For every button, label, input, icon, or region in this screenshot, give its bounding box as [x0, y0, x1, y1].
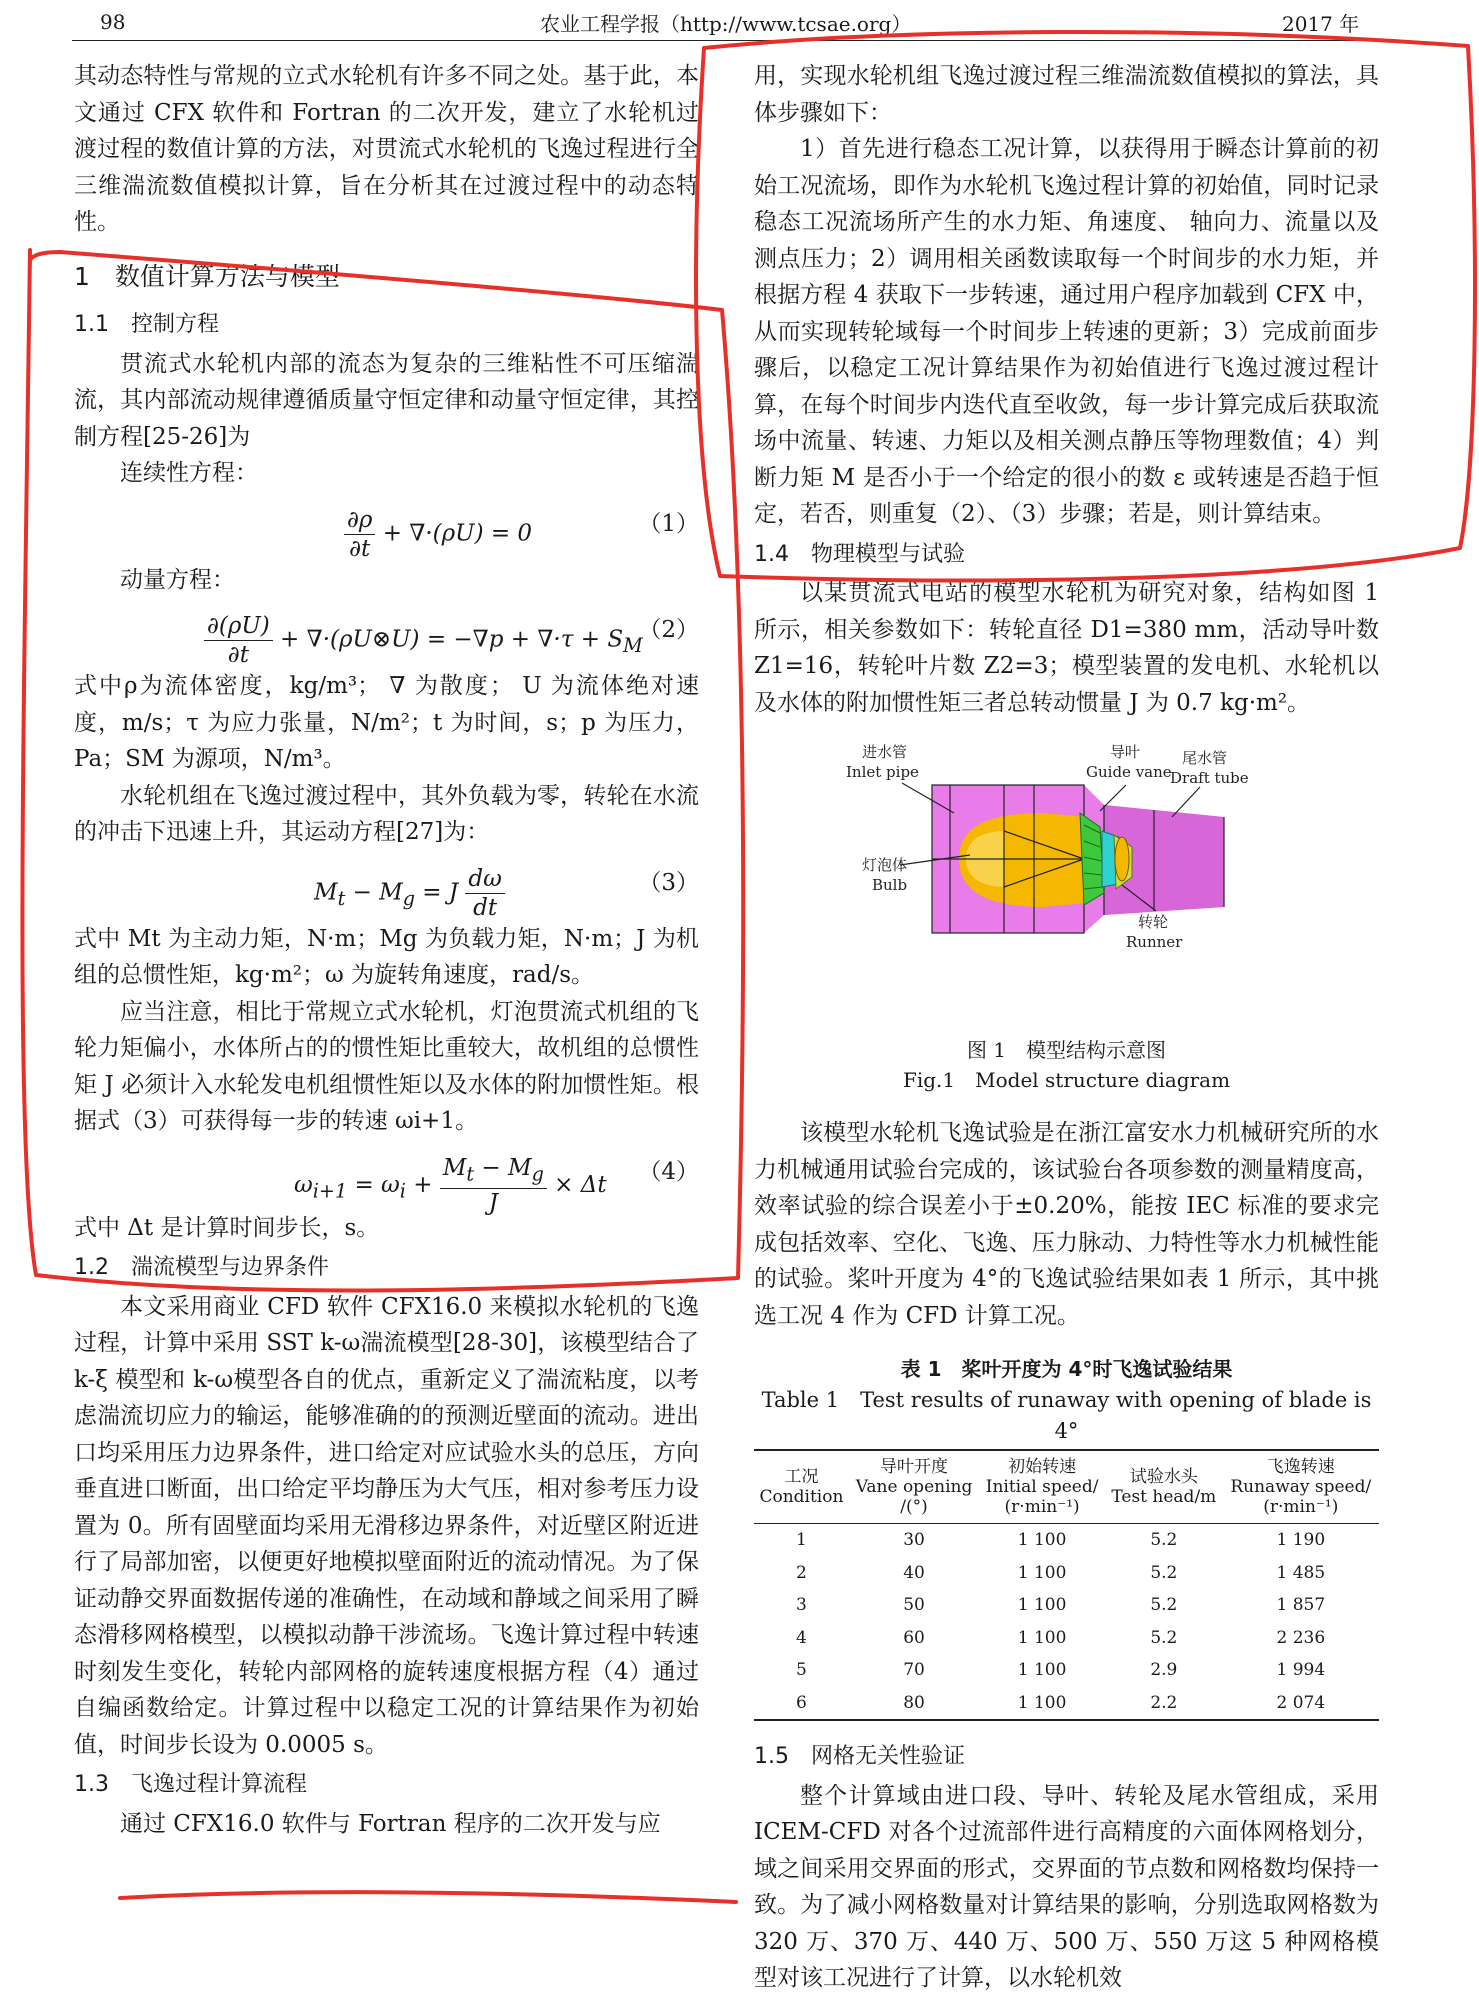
table-cell: 5.2 — [1150, 1562, 1178, 1583]
where-paragraph-2: 式中 Mt 为主动力矩，N·m；Mg 为负载力矩，N·m；J 为机组的总惯性矩，kg·m²；ω 为旋转角速度，rad/s。 — [74, 925, 699, 988]
note-paragraph: 应当注意，相比于常规立式水轮机，灯泡贯流式机组的飞轮力矩偏小，水体所占的的惯性矩比重较大，故机组的总惯性矩 J 必须计入水轮发电机组惯性矩以及水体的附加惯性矩。根据式（3）可获得每一步的转速 ωi+1。 — [74, 998, 699, 1134]
table-header-line: Initial speed/ — [985, 1477, 1099, 1497]
table-cell: 1 100 — [1017, 1660, 1067, 1680]
label-guide-cn: 导叶 — [1110, 743, 1141, 761]
grid-paragraph: 整个计算域由进口段、导叶、转轮及尾水管组成，采用 ICEM-CFD 对各个过流部件进行高精度的六面体网格划分，域之间采用交界面的形式，交界面的节点数和网格数均保持一致。为了减小网格数量对计算结果的影响，分别选取网格数为 320 万、370 万、440 万、500 万、550 万这 5 种网格模型对该工况进行了计算，以水轮机效 — [754, 1782, 1379, 1991]
table-cell: 1 994 — [1276, 1660, 1326, 1680]
intro-paragraph: 其动态特性与常规的立式水轮机有许多不同之处。基于此，本文通过 CFX 软件和 Fortran 的二次开发，建立了水轮机过渡过程的数值计算的方法，对贯流式水轮机的飞逸过程进行全三维湍流数值模拟计算，旨在分析其在过渡过程中的动态特性。 — [74, 63, 699, 235]
table-header-line: 初始转速 — [1008, 1457, 1077, 1477]
equation-3: $M_t - M_g = J$ $\frac{d\omega}{dt}$ （3） — [314, 865, 699, 921]
figure-1-caption-en: Fig.1 Model structure diagram — [902, 1068, 1231, 1092]
header-rule — [72, 40, 1382, 41]
table-cell: 1 — [796, 1530, 807, 1550]
table-cell: 1 100 — [1017, 1627, 1067, 1648]
table-header-1 — [849, 1450, 979, 1524]
table-cell: 5.2 — [1150, 1530, 1178, 1550]
test-paragraph: 该模型水轮机飞逸试验是在浙江富安水力机械研究所的水力机械通用试验台完成的，该试验台各项参数的测量精度高，效率试验的综合误差小于±0.20%，能按 IEC 标准的要求完成包括效率、空化、飞逸、压力脉动、力特性等水力机械性能的试验。桨叶开度为 4°的飞逸试验结果如表 1 所示，其中挑选工况 4 作为 CFD 计算工况。 — [754, 1120, 1379, 1329]
table-header-line: (r·min⁻¹) — [1263, 1497, 1339, 1517]
flow-paragraph-continued: 用，实现水轮机组飞逸过渡过程三维湍流数值模拟的算法，具体步骤如下： — [754, 63, 1379, 126]
table-cell: 1 100 — [979, 1687, 1105, 1721]
label-bulb-cn: 灯泡体 — [862, 856, 908, 874]
table-header-line: Condition — [759, 1487, 844, 1507]
table-cell: 1 100 — [1017, 1530, 1067, 1550]
journal-year: 2017 年 — [1282, 12, 1360, 36]
equation-1: $\frac{\partial\rho}{\partial t}$ + ∇·(ρU) = 0 （1） — [74, 492, 699, 562]
table-cell: 2 — [796, 1562, 807, 1583]
equation-4-number: （4） — [638, 1158, 699, 1185]
table-header-line: 工况 — [784, 1467, 819, 1487]
equation-2: $\frac{\partial(\rho U)}{\partial t}$ + ∇·(ρU⊗U) = $-\nabla p + \nabla\cdot\tau + S_M$ （2） — [74, 598, 699, 668]
flow-paragraph: 通过 CFX16.0 软件与 Fortran 程序的二次开发与应 — [120, 1810, 661, 1837]
label-draft-cn: 尾水管 — [1182, 749, 1228, 767]
table-header-0 — [754, 1450, 849, 1524]
turbulence-paragraph: 本文采用商业 CFD 软件 CFX16.0 来模拟水轮机的飞逸过程，计算中采用 SST k-ω湍流模型[28-30]，该模型结合了 k-ξ 模型和 k-ω模型各自的优点，重新定义了湍流粘度，以考虑湍流切应力的输运，能够准确的的预测近壁面的流动。进出口均采用压力边界条件，进口给定对应试验水头的总压，方向垂直进口断面，出口给定平均静压为大气压，相对参考压力设置为 0。所有固壁面均采用无滑移边界条件，对近壁区附近进行了局部加密，以便更好地模拟壁面附近的流动情况。为了保证动静交界面数据传递的准确性，在动域和静域之间采用了瞬态滑移网格模型，以模拟动静干涉流场。飞逸计算过程中转速时刻发生变化，转轮内部网格的旋转速度根据方程（4）通过自编函数给定。计算过程中以稳定工况的计算结果作为初始值，时间步长设为 0.0005 s。 — [74, 1293, 699, 1758]
table-cell: 1 485 — [1276, 1562, 1326, 1583]
table-cell: 4 — [796, 1627, 807, 1648]
table-header-2 — [979, 1450, 1105, 1524]
table-cell: 2 236 — [1276, 1627, 1326, 1648]
section-1-5-heading: 1.5 网格无关性验证 — [754, 1744, 965, 1769]
section-1-2-heading: 1.2 湍流模型与边界条件 — [74, 1255, 329, 1280]
table-cell: 40 — [903, 1562, 925, 1583]
page-number: 98 — [100, 10, 126, 34]
table-header-line: (r·min⁻¹) — [1004, 1497, 1080, 1517]
continuity-label: 连续性方程： — [120, 460, 258, 486]
equation-2-number: （2） — [638, 617, 699, 643]
table-header-line: 导叶开度 — [880, 1457, 949, 1477]
table-header-line: Runaway speed/ — [1230, 1477, 1372, 1497]
table-header-4 — [1223, 1450, 1379, 1524]
table-cell: 80 — [849, 1687, 979, 1721]
table-cell: 5.2 — [1150, 1627, 1178, 1648]
table-row — [754, 1654, 1379, 1687]
left-column — [74, 58, 699, 1842]
table-cell: 2.2 — [1105, 1687, 1223, 1721]
figure-1-caption-cn: 图 1 模型结构示意图 — [966, 1038, 1167, 1062]
table-row — [754, 1557, 1379, 1590]
journal-name: 农业工程学报（http://www.tcsae.org） — [540, 12, 912, 36]
table-header-line: /(°) — [900, 1497, 928, 1517]
table-header-3 — [1105, 1450, 1223, 1524]
table-cell: 5 — [796, 1660, 807, 1680]
steps-paragraph: 1）首先进行稳态工况计算，以获得用于瞬态计算前的初始工况流场，即作为水轮机飞逸过程计算的初始值，同时记录稳态工况流场所产生的水力矩、角速度、 轴向力、流量以及测点压力；2）调用相关函数读取每一个时间步的水力矩，并根据方程 4 获取下一步转速，通过用户程序加载到 CFX 中，从而实现转轮域每一个时间步上转速的更新；3）完成前面步骤后，以稳定工况计算结果作为初始值进行飞逸过渡过程计算，在每个时间步内迭代直至收敛，每一步计算完成后获取流场中流量、转速、力矩以及相关测点静压等物理数值；4）判断力矩 M 是否小于一个给定的很小的数 ε 或转速是否趋于恒定，若否，则重复（2）、（3）步骤；若是，则计算结束。 — [754, 136, 1379, 527]
label-draft-en: Draft tube — [1170, 769, 1249, 787]
table-cell: 70 — [903, 1660, 925, 1680]
table-row — [754, 1687, 1379, 1721]
table-1-caption-en: Table 1 Test results of runaway with opening of blade is 4° — [761, 1388, 1372, 1443]
table-header-line: Vane opening — [855, 1477, 973, 1497]
label-inlet-en: Inlet pipe — [846, 763, 919, 781]
figure-1 — [754, 735, 1379, 1035]
table-cell: 1 190 — [1276, 1530, 1326, 1550]
label-runner-en: Runner — [1126, 933, 1183, 951]
page-header — [0, 0, 1479, 44]
right-column — [754, 58, 1379, 1997]
table-cell: 1 100 — [1017, 1562, 1067, 1583]
table-cell: 5.2 — [1150, 1595, 1178, 1615]
model-paragraph: 以某贯流式电站的模型水轮机为研究对象，结构如图 1 所示，相关参数如下：转轮直径 D1=380 mm，活动导叶数 Z1=16，转轮叶片数 Z2=3；模型装置的发电机、水轮机以及水体的附加惯性矩三者总转动惯量 J 为 0.7 kg·m²。 — [754, 580, 1379, 716]
table-row — [754, 1589, 1379, 1622]
section-1-3-heading: 1.3 飞逸过程计算流程 — [74, 1772, 307, 1797]
label-runner-cn: 转轮 — [1138, 913, 1169, 931]
table-cell: 50 — [903, 1595, 925, 1615]
table-header-line: 试验水头 — [1129, 1467, 1198, 1487]
label-inlet-cn: 进水管 — [862, 743, 908, 761]
where-paragraph-3: 式中 Δt 是计算时间步长，s。 — [74, 1214, 380, 1241]
table-1 — [754, 1449, 1379, 1721]
label-bulb-en: Bulb — [872, 876, 908, 894]
momentum-label: 动量方程： — [120, 566, 235, 593]
table-cell: 2 074 — [1223, 1687, 1379, 1721]
table-header-line: Test head/m — [1111, 1487, 1217, 1507]
table-cell: 1 100 — [1017, 1595, 1067, 1615]
equation-3-number: （3） — [638, 869, 699, 896]
control-paragraph: 贯流式水轮机内部的流态为复杂的三维粘性不可压缩湍流，其内部流动规律遵循质量守恒定律和动量守恒定律，其控制方程[25-26]为 — [74, 350, 699, 450]
equation-4: $\omega_{i+1} = \omega_i$ + $\frac{M_t - M_g}{J}$ × Δt （4） — [294, 1154, 699, 1217]
table-row — [754, 1524, 1379, 1557]
section-1-1-heading: 1.1 控制方程 — [74, 312, 219, 337]
table-cell: 2.9 — [1150, 1660, 1178, 1680]
table-cell: 3 — [796, 1595, 807, 1615]
runaway-paragraph: 水轮机组在飞逸过渡过程中，其外负载为零，转轮在水流的冲击下迅速上升，其运动方程[27]为： — [74, 782, 699, 845]
where-paragraph-1: 式中ρ为流体密度，kg/m³； ∇ 为散度； U 为流体绝对速度，m/s；τ 为应力张量，N/m²；t 为时间，s；p 为压力，Pa；SM 为源项，N/m³。 — [74, 673, 699, 772]
label-guide-en: Guide vane — [1086, 763, 1172, 781]
annotation-underline — [120, 1892, 736, 1902]
table-cell: 30 — [903, 1530, 925, 1550]
section-1-4-heading: 1.4 物理模型与试验 — [754, 541, 965, 567]
table-header-line: 飞逸转速 — [1266, 1457, 1335, 1477]
section-1-heading: 1 数值计算方法与模型 — [74, 261, 340, 291]
table-cell: 6 — [754, 1687, 849, 1721]
table-cell: 60 — [903, 1627, 925, 1648]
table-1-caption-cn: 表 1 桨叶开度为 4°时飞逸试验结果 — [900, 1357, 1233, 1381]
table-cell: 1 857 — [1276, 1595, 1326, 1615]
turbine-diagram — [754, 735, 1379, 1035]
table-row — [754, 1622, 1379, 1655]
equation-1-number: （1） — [638, 510, 699, 537]
